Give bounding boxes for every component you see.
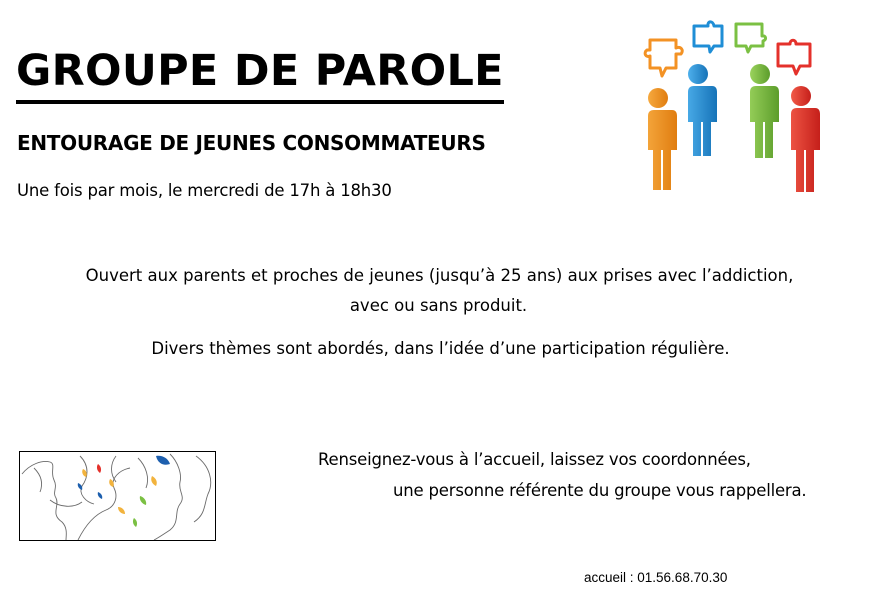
description-line-3: Divers thèmes sont abordés, dans l’idée d’une participation régulière. — [151, 339, 730, 358]
red-person — [787, 86, 820, 192]
people-puzzle-icon — [628, 16, 858, 194]
page-title: GROUPE DE PAROLE — [16, 42, 504, 104]
contact-phone: accueil : 01.56.68.70.30 — [584, 570, 728, 585]
faces-logo-icon — [20, 452, 215, 540]
blue-person — [684, 64, 717, 156]
page-subtitle: ENTOURAGE DE JEUNES CONSOMMATEURS — [17, 131, 486, 155]
orange-person — [644, 88, 677, 190]
info-line-1: Renseignez-vous à l’accueil, laissez vos coordonnées, — [318, 450, 751, 469]
info-line-2: une personne référente du groupe vous rappellera. — [393, 481, 807, 500]
description-line-1: Ouvert aux parents et proches de jeunes (jusqu’à 25 ans) aux prises avec l’addiction, — [85, 266, 794, 285]
people-puzzle-illustration — [628, 16, 858, 194]
green-person — [746, 64, 779, 158]
description-line-2: avec ou sans produit. — [349, 296, 528, 315]
schedule-text: Une fois par mois, le mercredi de 17h à 18h30 — [17, 181, 392, 200]
color-drops — [78, 456, 170, 527]
logo — [19, 451, 216, 541]
